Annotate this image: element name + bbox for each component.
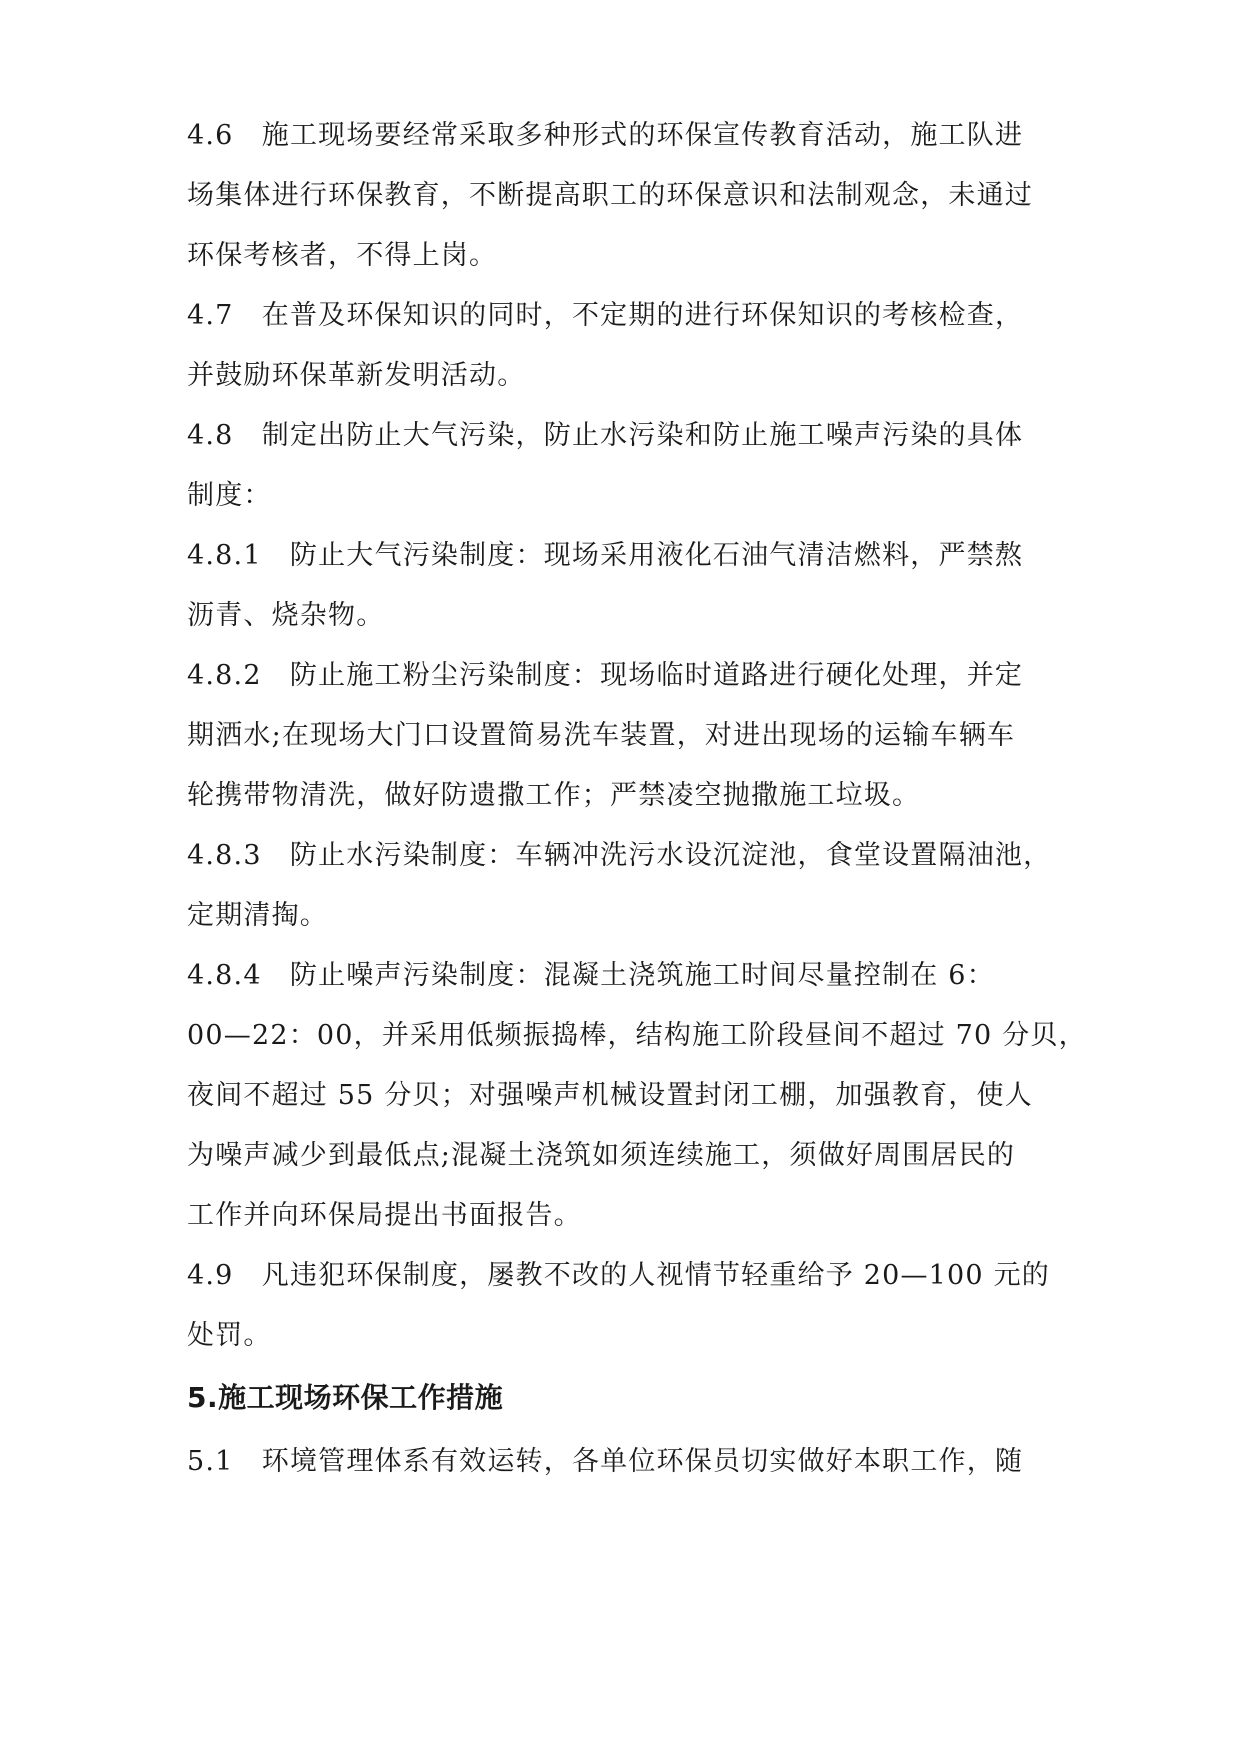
- text-line: 4.8.1 防止大气污染制度：现场采用液化石油气清洁燃料，严禁熬: [187, 540, 1024, 571]
- text-line: 5.1 环境管理体系有效运转，各单位环保员切实做好本职工作，随: [187, 1446, 1024, 1477]
- text-line: 制度：: [187, 480, 272, 511]
- section-heading: 5.施工现场环保工作措施: [187, 1381, 504, 1414]
- text-line: 定期清掏。: [187, 900, 328, 931]
- text-line: 并鼓励环保革新发明活动。: [187, 360, 526, 391]
- text-line: 4.9 凡违犯环保制度，屡教不改的人视情节轻重给予 20—100 元的: [187, 1260, 1050, 1291]
- text-line: 4.6 施工现场要经常采取多种形式的环保宣传教育活动，施工队进: [187, 120, 1024, 151]
- text-line: 00—22：00，并采用低频振捣棒，结构施工阶段昼间不超过 70 分贝，: [187, 1020, 1087, 1051]
- text-line: 4.8.3 防止水污染制度：车辆冲洗污水设沉淀池，食堂设置隔油池，: [187, 840, 1052, 871]
- text-line: 为噪声减少到最低点;混凝土浇筑如须连续施工，须做好周围居民的: [187, 1140, 1016, 1171]
- text-line: 工作并向环保局提出书面报告。: [187, 1200, 582, 1231]
- text-line: 4.8 制定出防止大气污染，防止水污染和防止施工噪声污染的具体: [187, 420, 1024, 451]
- text-line: 4.7 在普及环保知识的同时，不定期的进行环保知识的考核检查，: [187, 300, 1024, 331]
- text-line: 沥青、烧杂物。: [187, 600, 385, 631]
- text-line: 4.8.2 防止施工粉尘污染制度：现场临时道路进行硬化处理，并定: [187, 660, 1024, 691]
- text-line: 场集体进行环保教育，不断提高职工的环保意识和法制观念，未通过: [187, 180, 1033, 211]
- text-line: 环保考核者，不得上岗。: [187, 240, 498, 271]
- text-line: 轮携带物清洗，做好防遗撒工作；严禁凌空抛撒施工垃圾。: [187, 780, 921, 811]
- text-line: 处罚。: [187, 1320, 272, 1351]
- text-line: 期洒水;在现场大门口设置简易洗车装置，对进出现场的运输车辆车: [187, 720, 1016, 751]
- text-line: 夜间不超过 55 分贝；对强噪声机械设置封闭工棚，加强教育，使人: [187, 1080, 1033, 1111]
- text-line: 4.8.4 防止噪声污染制度：混凝土浇筑施工时间尽量控制在 6：: [187, 960, 995, 991]
